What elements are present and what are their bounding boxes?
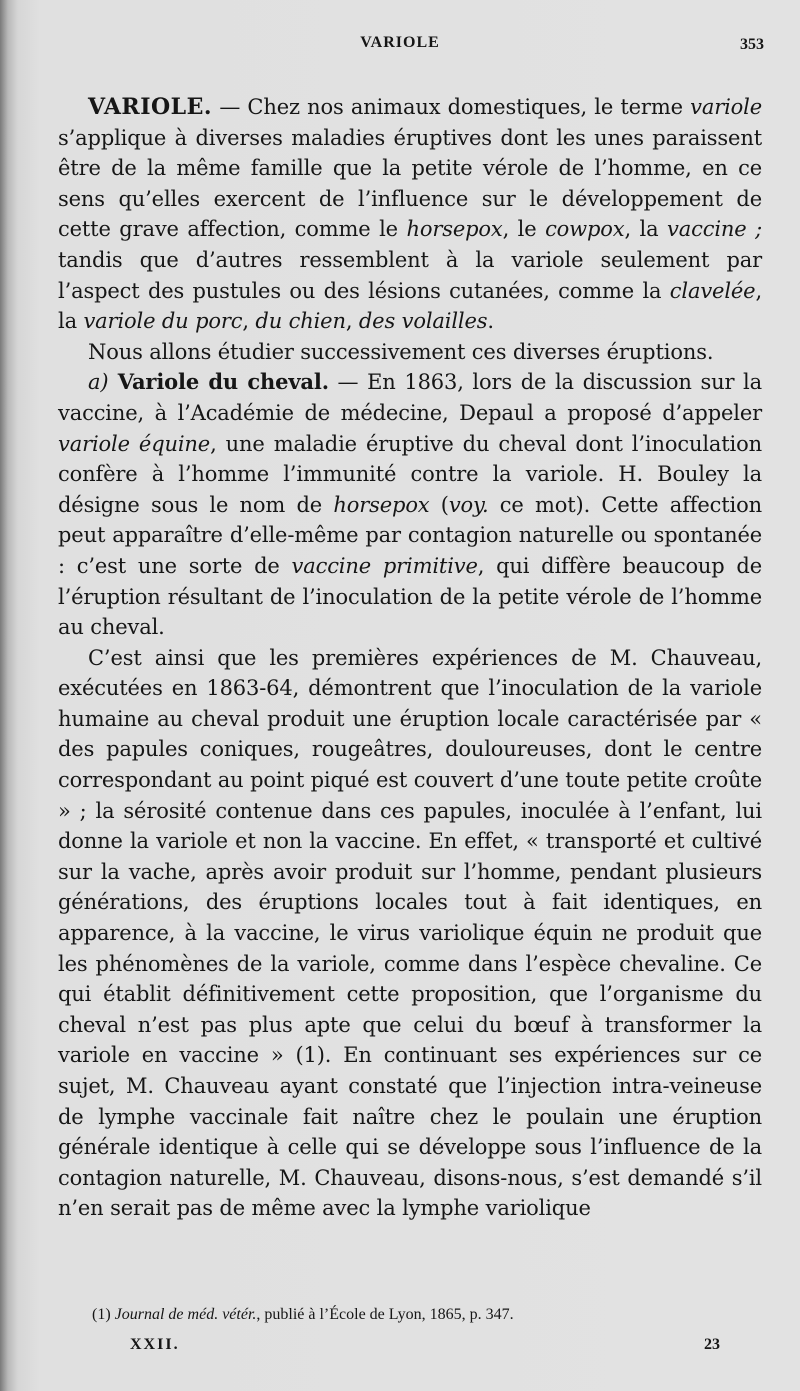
text-run: C’est ainsi que les premières expériences de M. Chauveau, exécutées en 1863-64, démontrent que l’inoculation de la variole humaine au cheval produit une éruption locale caractérisée par « des papules coniques, rougeâtres, douloureuses, dont le centre correspondant au point piqué est couvert d’une toute petite croûte » ; la sérosité contenue dans ces papules, inoculée à l’enfant, lui donne la variole et non la vaccine. En effet, « transporté et cultivé sur la vache, après avoir produit sur l’homme, pendant plusieurs générations, des éruptions locales tout à fait identiques, en apparence, à la vaccine, le virus variolique équin ne produit que les phénomènes de la variole, comme dans l’espèce chevaline. Ce qui établit définitivement cette proposition, que l’organisme du cheval n’est pas plus apte que celui du bœuf à transformer la variole en vaccine » (1). En continuant ses expériences sur ce sujet, M. Chauveau ayant constaté que l’injection intra-veineuse de lymphe vaccinale fait naître chez le poulain une éruption générale identique à celle qui se développe sous l’influence de la contagion naturelle, M. Chauveau, disons-nous, s’est demandé s’il n’en serait pas de même avec la lymphe variolique bbox=[58, 645, 762, 1221]
footnote-journal: Journal de méd. vétér. bbox=[114, 1306, 257, 1323]
italic-term: horsepox bbox=[333, 492, 430, 517]
italic-term: voy. bbox=[448, 492, 489, 517]
italic-term: variole bbox=[690, 95, 762, 119]
footnote-text: , publié à l’École de Lyon, 1865, p. 347. bbox=[256, 1306, 514, 1323]
text-run: tandis que d’autres ressemblent à la variole seulement par l’aspect des pustules ou des lésions cutanées, comme la bbox=[58, 247, 762, 303]
text-run: , le bbox=[502, 217, 546, 242]
text-run: , qui diffère beaucoup de l’éruption résultant de l’inoculation de la petite vérole de l’homme au cheval. bbox=[58, 553, 762, 640]
text-run: , une maladie éruptive du cheval dont l’inoculation confère à l’homme l’immunité contre la variole. H. Bouley la désigne sous le nom de bbox=[58, 431, 762, 517]
text-run: , la bbox=[58, 278, 762, 334]
italic-term: variole équine bbox=[58, 431, 211, 456]
text-run: . bbox=[487, 309, 494, 334]
page-number: 353 bbox=[740, 36, 764, 53]
text-run: ce mot). Cette affection peut apparaître d’elle-même par contagion naturelle ou spontanée : c’est une sorte de bbox=[58, 492, 762, 578]
signature-row bbox=[0, 1336, 800, 1360]
text-run: ( bbox=[429, 492, 449, 517]
italic-term: cowpox bbox=[545, 217, 625, 242]
italic-term: vaccine primitive bbox=[291, 553, 478, 578]
italic-term: horsepox bbox=[406, 217, 503, 242]
text-run: , bbox=[345, 309, 359, 334]
paragraph-variole-cheval bbox=[58, 367, 762, 642]
paragraph-variole-intro bbox=[58, 92, 762, 337]
text-run: , la bbox=[624, 217, 668, 242]
italic-term: du chien bbox=[255, 309, 346, 334]
italic-term: variole du porc bbox=[83, 309, 243, 334]
text-run: s’applique à diverses maladies éruptives dont les unes paraissent être de la même famille que la petite vérole de l’homme, en ce sens qu’elles exercent de l’influence sur le développement de cette grave affection, comme le bbox=[58, 125, 762, 242]
text-run: — En 1863, lors de la discussion sur la vaccine, à l’Académie de médecine, Depaul a proposé d’appeler bbox=[58, 370, 762, 425]
italic-term: clavelée bbox=[669, 278, 756, 303]
headword: VARIOLE. bbox=[88, 94, 213, 120]
signature-mark: XXII. bbox=[130, 1336, 180, 1353]
italic-term: vaccine ; bbox=[667, 217, 763, 242]
text-run: Nous allons étudier successivement ces diverses éruptions. bbox=[88, 339, 714, 364]
text-run: , bbox=[242, 309, 256, 334]
body-text bbox=[58, 92, 762, 1224]
text-run: — Chez nos animaux domestiques, le terme bbox=[212, 95, 691, 119]
signature-number: 23 bbox=[704, 1336, 720, 1353]
italic-term: des volailles bbox=[358, 309, 488, 334]
footnote-marker: (1) bbox=[92, 1306, 111, 1323]
running-title: VARIOLE bbox=[360, 34, 440, 51]
paragraph-overview bbox=[58, 337, 762, 368]
footnote bbox=[92, 1306, 772, 1324]
paragraph-chauveau bbox=[58, 643, 762, 1224]
section-letter: a) bbox=[88, 370, 109, 395]
subheading: Variole du cheval. bbox=[108, 369, 329, 395]
running-head bbox=[0, 34, 800, 62]
